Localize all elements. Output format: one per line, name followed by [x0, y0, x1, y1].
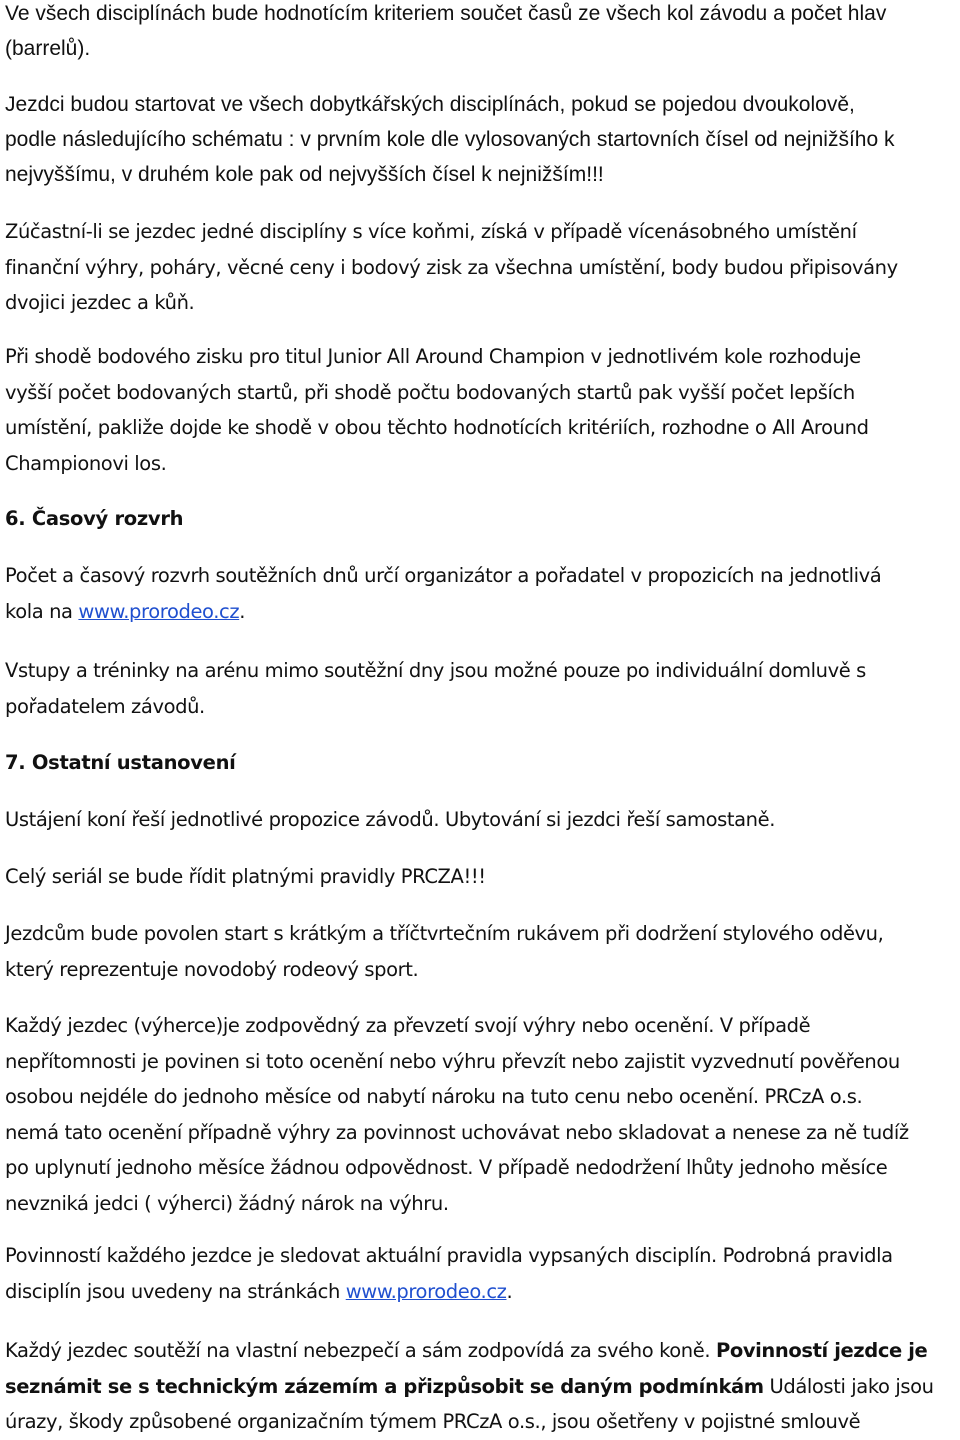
bold-text: Povinností jezdce je	[715, 1339, 928, 1362]
text-line: vyšší počet bodovaných startů, při shodě počtu bodovaných startů pak vyšší počet lepších	[5, 380, 855, 404]
text-line	[5, 1274, 960, 1310]
text-line: osobou nejdéle do jednoho měsíce od nabytí nároku na tuto cenu nebo ocenění. PRCzA o.s.	[5, 1085, 863, 1108]
text-fragment: disciplín jsou uvedeny na stránkách	[5, 1279, 346, 1303]
text-line: dvojici jezdec a kůň.	[5, 291, 195, 314]
text-line: Zúčastní-li se jezdec jedné disciplíny s více koňmi, získá v případě vícenásobného umístění	[5, 220, 857, 243]
paragraph-start-order	[5, 87, 960, 192]
paragraph-prizes	[5, 1008, 960, 1221]
text-line: Championovi los.	[5, 451, 167, 475]
text-fragment: kola na	[5, 599, 79, 623]
text-line: podle následujícího schématu : v prvním kole dle vylosovaných startovních čísel od nejnižšího k	[5, 128, 895, 151]
paragraph-scoring	[5, 0, 960, 66]
text-line: úrazy, škody způsobené organizačním týmem PRCzA o.s., jsou ošetřeny v pojistné smlouvě	[5, 1410, 861, 1433]
text-line: (barrelů).	[5, 37, 91, 60]
text-line: nepřítomnosti je povinen si toto ocenění nebo výhru převzít nebo zajistit vyzvednutí pověřenou	[5, 1049, 900, 1073]
text-line	[5, 594, 960, 630]
text-line: Při shodě bodového zisku pro titul Junior All Around Champion v jednotlivém kole rozhoduje	[5, 345, 861, 368]
text-line: Počet a časový rozvrh soutěžních dnů určí organizátor a pořadatel v propozicích na jednotlivá	[5, 564, 882, 587]
text-fragment: .	[506, 1279, 513, 1303]
paragraph-tie-break	[5, 339, 960, 481]
text-line: Vstupy a tréninky na arénu mimo soutěžní dny jsou možné pouze po individuální domluvě s	[5, 659, 866, 682]
paragraph-rules: Celý seriál se bude řídit platnými pravidly PRCZA!!!	[5, 865, 486, 888]
text-line: který reprezentuje novodobý rodeový sport.	[5, 957, 419, 981]
prorodeo-link[interactable]: www.prorodeo.cz	[78, 599, 240, 623]
text-fragment: Každý jezdec soutěží na vlastní nebezpečí a sám zodpovídá za svého koně.	[5, 1339, 716, 1362]
text-line: nemá tato ocenění případně výhry za povinnost uchovávat nebo skladovat a nenese za ně tudíž	[5, 1120, 909, 1144]
text-line	[5, 1333, 960, 1369]
paragraph-schedule	[5, 558, 960, 629]
paragraph-stabling: Ustájení koní řeší jednotlivé propozice závodů. Ubytování si jezdci řeší samostaně.	[5, 808, 776, 831]
paragraph-discipline-rules	[5, 1238, 960, 1309]
text-line: nevzniká jedci ( výherci) žádný nárok na výhru.	[5, 1191, 449, 1215]
text-line: Povinností každého jezdce je sledovat aktuální pravidla vypsaných disciplín. Podrobná pravidla	[5, 1244, 893, 1267]
paragraph-multiple-horses	[5, 214, 960, 321]
section-heading-other: 7. Ostatní ustanovení	[5, 751, 236, 774]
text-line: nejvyššímu, v druhém kole pak od nejvyšších čísel k nejnižším!!!	[5, 163, 604, 186]
section-heading-schedule: 6. Časový rozvrh	[5, 507, 184, 530]
text-line: Každý jezdec (výherce)je zodpovědný za převzetí svojí výhry nebo ocenění. V případě	[5, 1014, 811, 1037]
bold-text: seznámit se s technickým zázemím a přizpůsobit se daným podmínkám	[5, 1374, 764, 1398]
text-line	[5, 1369, 960, 1405]
paragraph-training	[5, 653, 960, 724]
text-line: finanční výhry, poháry, věcné ceny i bodový zisk za všechna umístění, body budou připisovány	[5, 255, 898, 279]
prorodeo-link[interactable]: www.prorodeo.cz	[345, 1279, 507, 1303]
text-fragment: Události jako jsou	[763, 1374, 934, 1398]
text-line: po uplynutí jednoho měsíce žádnou odpovědnost. V případě nedodržení lhůty jednoho měsíce	[5, 1156, 888, 1179]
text-fragment: .	[239, 599, 246, 623]
paragraph-dress-code	[5, 916, 960, 987]
text-line: pořadatelem závodů.	[5, 694, 205, 718]
text-line: Jezdcům bude povolen start s krátkým a tříčtvrtečním rukávem při dodržení stylového oděvu,	[5, 922, 884, 945]
text-line: Ve všech disciplínách bude hodnotícím kriteriem součet časů ze všech kol závodu a počet hlav	[5, 2, 887, 25]
text-line: umístění, pakliže dojde ke shodě v obou těchto hodnotících kritériích, rozhodne o All Around	[5, 416, 869, 439]
paragraph-liability	[5, 1333, 960, 1440]
text-line: Jezdci budou startovat ve všech dobytkářských disciplínách, pokud se pojedou dvoukolově,	[5, 93, 855, 116]
